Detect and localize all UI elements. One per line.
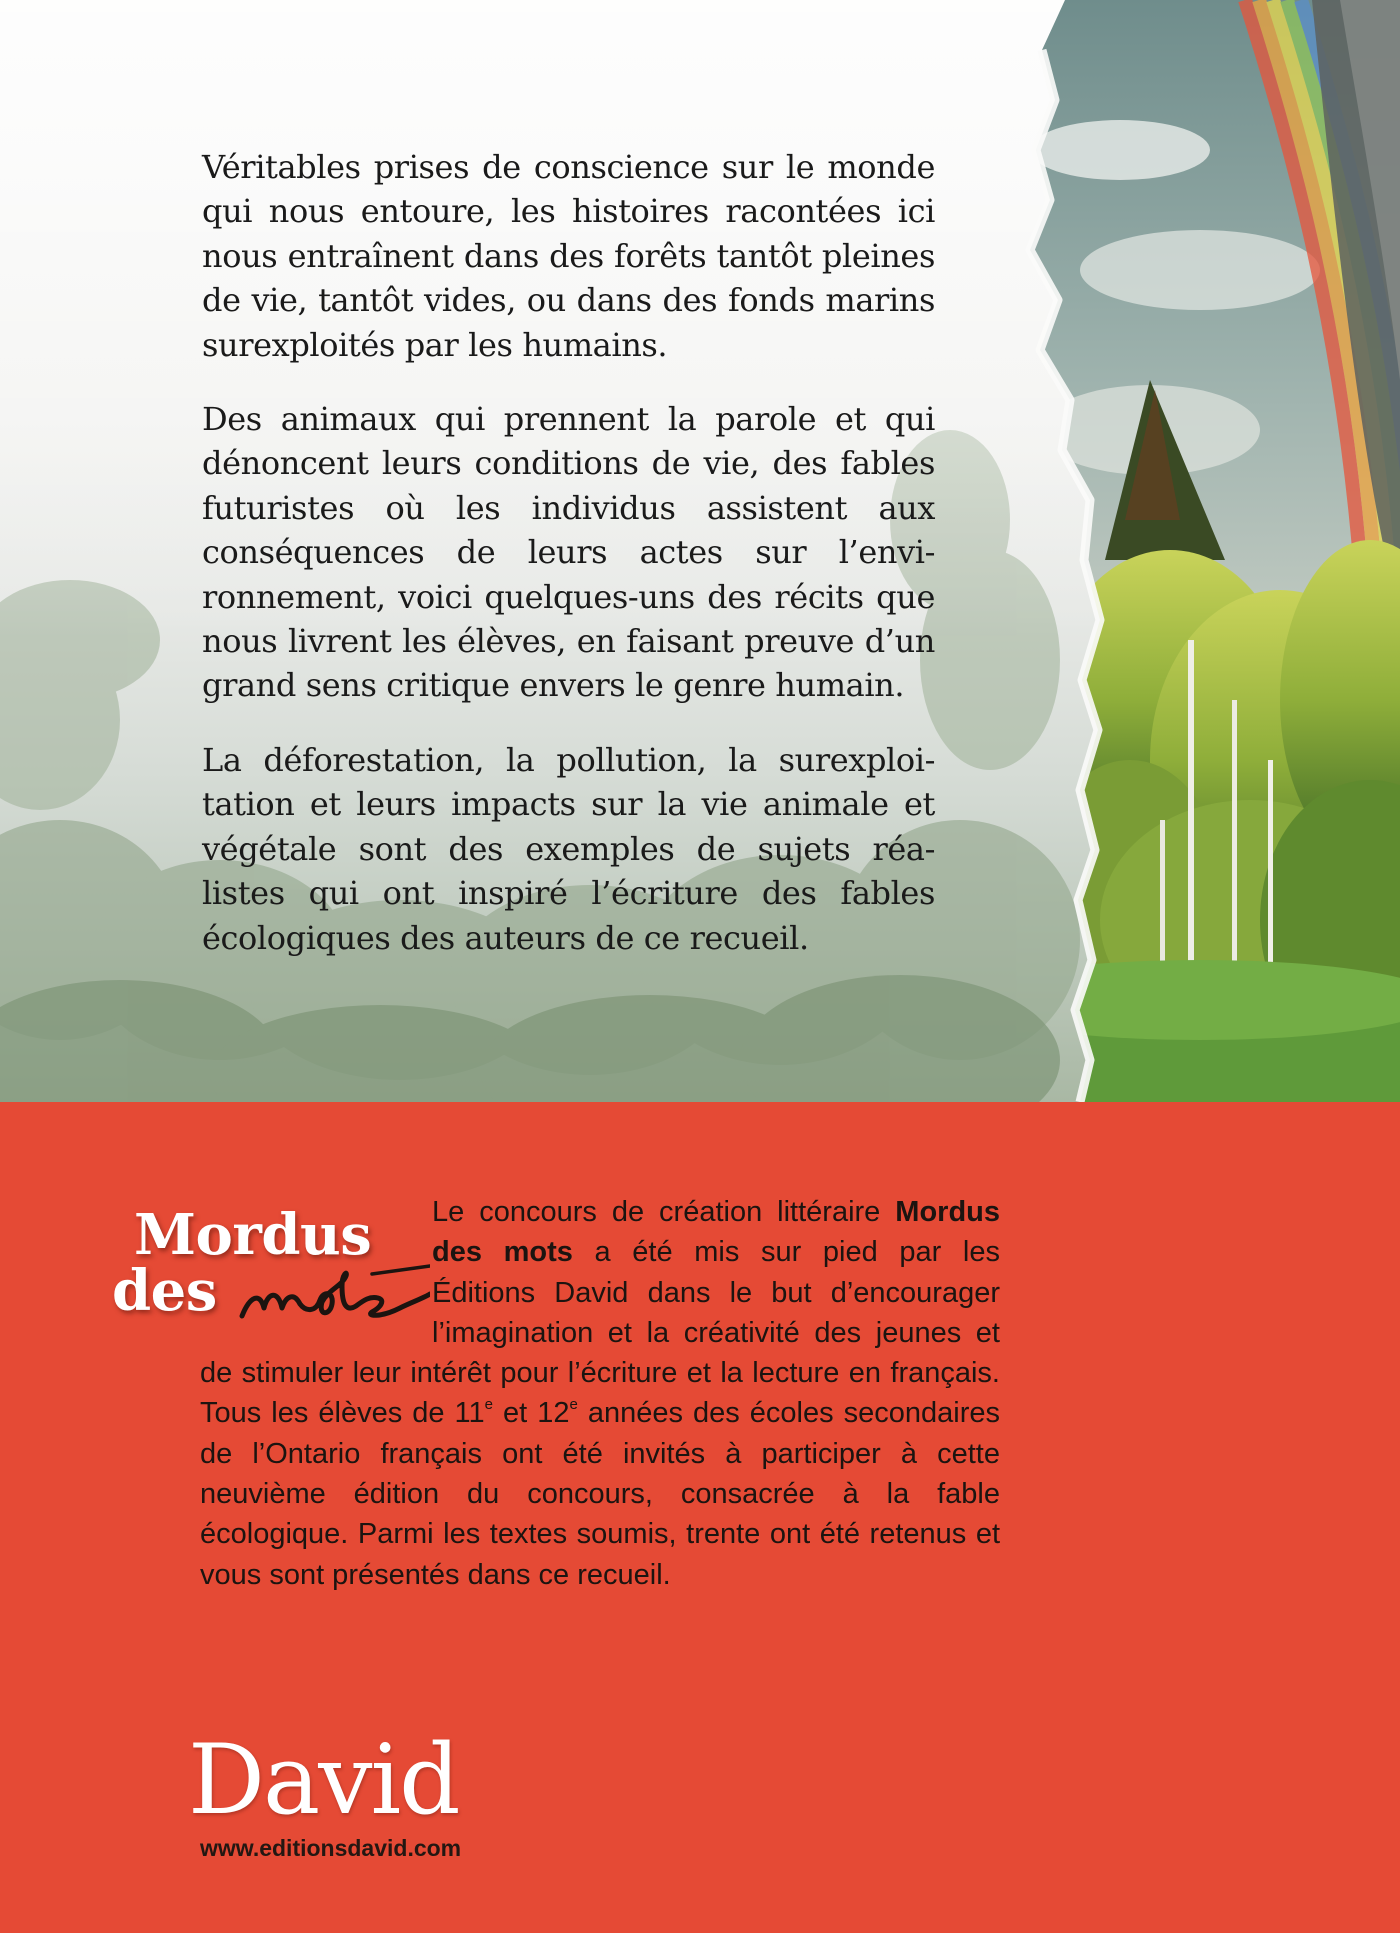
grade-join: et xyxy=(492,1397,538,1430)
contest-description xyxy=(200,1192,1000,1595)
description-text xyxy=(202,145,935,990)
contest-text-part3: années des écoles secondaires de l’Ontario français ont été invités à participer à cette neuvième édition du concours, consacrée à la fable écologique. Parmi les textes soumis, trente ont été retenus et vous sont présentés dans ce recueil. xyxy=(200,1397,1000,1591)
contest-text-part2: a été mis sur pied par les Éditions David dans le but d’encourager l’imagination et la créativité des jeunes et de stimuler leur intérêt pour l’écriture et la lecture en français. Tous les élèves de xyxy=(200,1236,1000,1430)
paragraph-3: La déforestation, la pollution, la surexploi-tation et leurs impacts sur la vie animale et végétale sont des exemples de sujets réa-listes qui ont inspiré l’écriture des fables écologiques des auteurs de ce recueil. xyxy=(202,740,935,957)
paragraph-1: Véritables prises de conscience sur le monde qui nous entoure, les histoires racontées ici nous entraînent dans des forêts tantôt pleines de vie, tantôt vides, ou dans des fonds marins surexploités par les humains. xyxy=(202,148,935,364)
logo-spacer xyxy=(200,1192,432,1352)
contest-text-part1: Le concours de création littéraire xyxy=(432,1196,896,1228)
logo-word-mordus: Mordus xyxy=(134,1202,372,1268)
grade-12-suffix: e xyxy=(569,1396,578,1414)
grade-11: 11 xyxy=(454,1397,485,1430)
publisher-logo: David xyxy=(188,1724,459,1836)
paragraph-2: Des animaux qui prennent la parole et qui dénoncent leurs conditions de vie, des fables futuristes où les individus assistent aux conséquences de leurs actes sur l’envi-ronnement, voici quelques-uns des récits que nous livrent les élèves, en faisant preuve d’un grand sens critique envers le genre humain. xyxy=(202,400,935,705)
grade-12: 12 xyxy=(537,1397,570,1430)
contest-section xyxy=(0,1102,1400,1933)
logo-word-des: des xyxy=(112,1258,217,1324)
contest-name-bold: Mordus des mots xyxy=(432,1196,1000,1269)
grade-11-suffix: e xyxy=(484,1396,493,1414)
publisher-website: www.editionsdavid.com xyxy=(200,1835,462,1861)
